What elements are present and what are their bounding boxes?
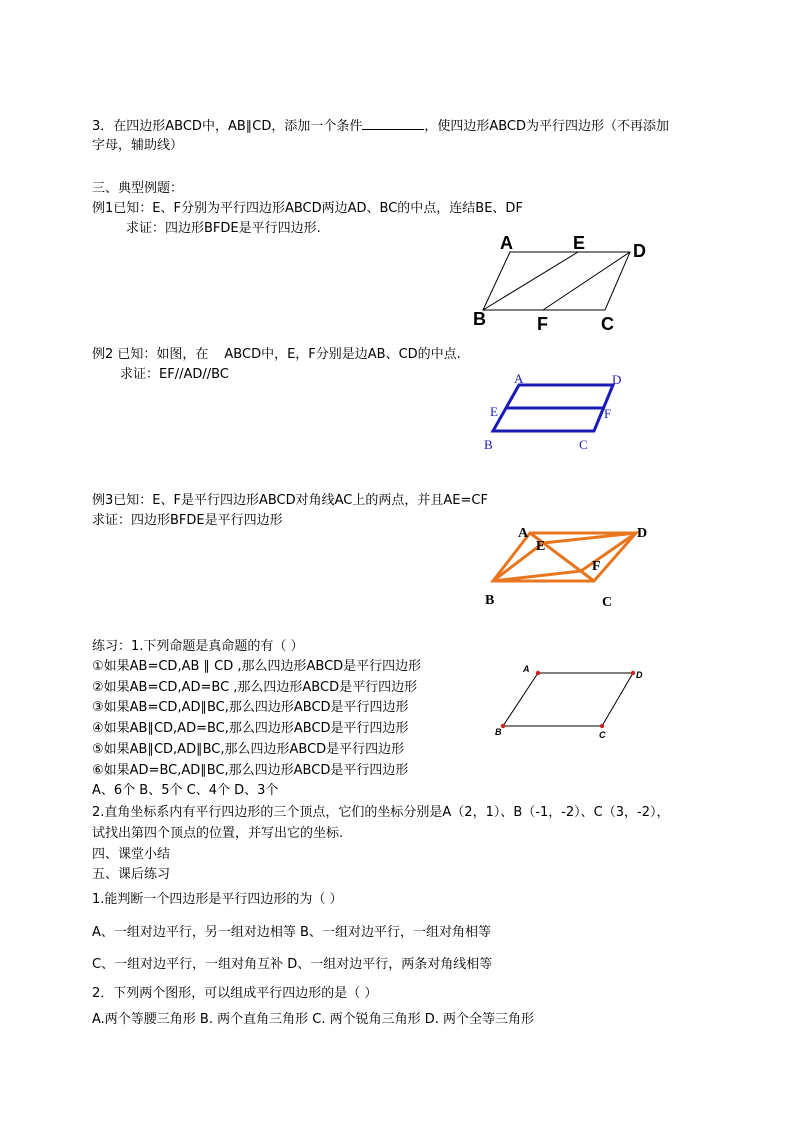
example-2-text-b: ABCD中，E，F分别是边AB、CD的中点.	[224, 347, 461, 362]
practice-title: 练习：1.下列命题是真命题的有（ ）	[92, 639, 304, 654]
label-c: C	[602, 595, 613, 610]
point-c	[600, 724, 604, 728]
point-a	[536, 671, 540, 675]
after-q1-stem: 1.能判断一个四边形是平行四边形的为（ ）	[92, 892, 343, 907]
after-q2-options: A.两个等腰三角形 B. 两个直角三角形 C. 两个锐角三角形 D. 两个全等三角形	[92, 1012, 534, 1027]
section-heading-examples: 三、典型例题：	[92, 181, 184, 196]
label-b: B	[495, 727, 502, 737]
label-f: F	[537, 314, 548, 334]
label-e: E	[573, 233, 586, 253]
practice-item: ①如果AB=CD,AB ∥ CD ,那么四边形ABCD是平行四边形	[92, 659, 422, 674]
practice-item: ⑤如果AB∥CD,AD∥BC,那么四边形ABCD是平行四边形	[92, 742, 405, 757]
answer-blank[interactable]	[362, 117, 424, 130]
label-c: C	[601, 314, 614, 334]
segment-df	[543, 252, 630, 310]
point-d	[631, 671, 635, 675]
label-b: B	[473, 309, 486, 329]
after-q2-stem: 2．下列两个图形，可以组成平行四边形的是（ ）	[92, 986, 378, 1001]
label-d: D	[633, 241, 646, 261]
practice-q2-line2: 试找出第四个顶点的位置，并写出它的坐标.	[92, 826, 344, 841]
question-3-text-b: ，使四边形ABCD为平行四边形（不再添加	[424, 119, 670, 134]
example-2-figure	[482, 372, 632, 452]
practice-item: ⑥如果AD=BC,AD∥BC,那么四边形ABCD是平行四边形	[92, 763, 409, 778]
label-c: C	[599, 730, 606, 740]
label-a: A	[514, 371, 524, 386]
example-3-figure	[478, 522, 658, 612]
parallelogram-abcd	[503, 673, 633, 726]
example-3-given: 例3已知：E、F是平行四边形ABCD对角线AC上的两点，并且AE=CF	[92, 493, 488, 508]
segment-be	[483, 252, 578, 310]
label-d: D	[637, 526, 648, 541]
label-e: E	[536, 539, 546, 554]
label-e: E	[490, 404, 498, 419]
label-b: B	[484, 437, 493, 452]
question-3-line1	[92, 117, 669, 136]
practice-item: ②如果AB=CD,AD=BC ,那么四边形ABCD是平行四边形	[92, 680, 418, 695]
label-a: A	[523, 664, 530, 674]
label-c: C	[579, 437, 588, 452]
example-2-prove: 求证：EF//AD//BC	[120, 367, 229, 382]
question-3-text-a: 3．在四边形ABCD中，AB∥CD，添加一个条件	[92, 119, 363, 134]
label-d: D	[612, 372, 622, 387]
example-1-figure	[470, 232, 650, 332]
practice-q2-line1: 2.直角坐标系内有平行四边形的三个顶点，它们的坐标分别是A（2，1）、B（-1，-2）、C（3，-2），	[92, 805, 670, 820]
label-a: A	[518, 526, 529, 541]
label-f: F	[604, 406, 612, 421]
after-q1-options-row1: A、一组对边平行，另一组对边相等 B、一组对边平行，一组对角相等	[92, 925, 491, 940]
section-heading-after-class: 五、课后练习	[92, 867, 171, 882]
section-heading-summary: 四、课堂小结	[92, 847, 171, 862]
label-f: F	[592, 559, 601, 574]
example-1-given: 例1已知：E、F分别为平行四边形ABCD两边AD、BC的中点，连结BE、DF	[92, 201, 523, 216]
example-2-text-a: 例2 已知：如图，在	[92, 347, 209, 362]
practice-item: ④如果AB∥CD,AD=BC,那么四边形ABCD是平行四边形	[92, 721, 409, 736]
practice-figure	[490, 664, 660, 744]
example-2-given	[92, 346, 461, 364]
practice-options: A、6个 B、5个 C、4个 D、3个	[92, 783, 279, 798]
example-1-prove: 求证：四边形BFDE是平行四边形.	[126, 221, 321, 236]
practice-item: ③如果AB=CD,AD∥BC,那么四边形ABCD是平行四边形	[92, 700, 409, 715]
label-d: D	[636, 670, 643, 680]
label-b: B	[485, 593, 495, 608]
label-a: A	[500, 233, 513, 253]
after-q1-options-row2: C、一组对边平行，一组对角互补 D、一组对边平行，两条对角线相等	[92, 957, 493, 972]
example-3-prove: 求证：四边形BFDE是平行四边形	[92, 513, 283, 528]
question-3-line2: 字母，辅助线）	[92, 138, 184, 153]
